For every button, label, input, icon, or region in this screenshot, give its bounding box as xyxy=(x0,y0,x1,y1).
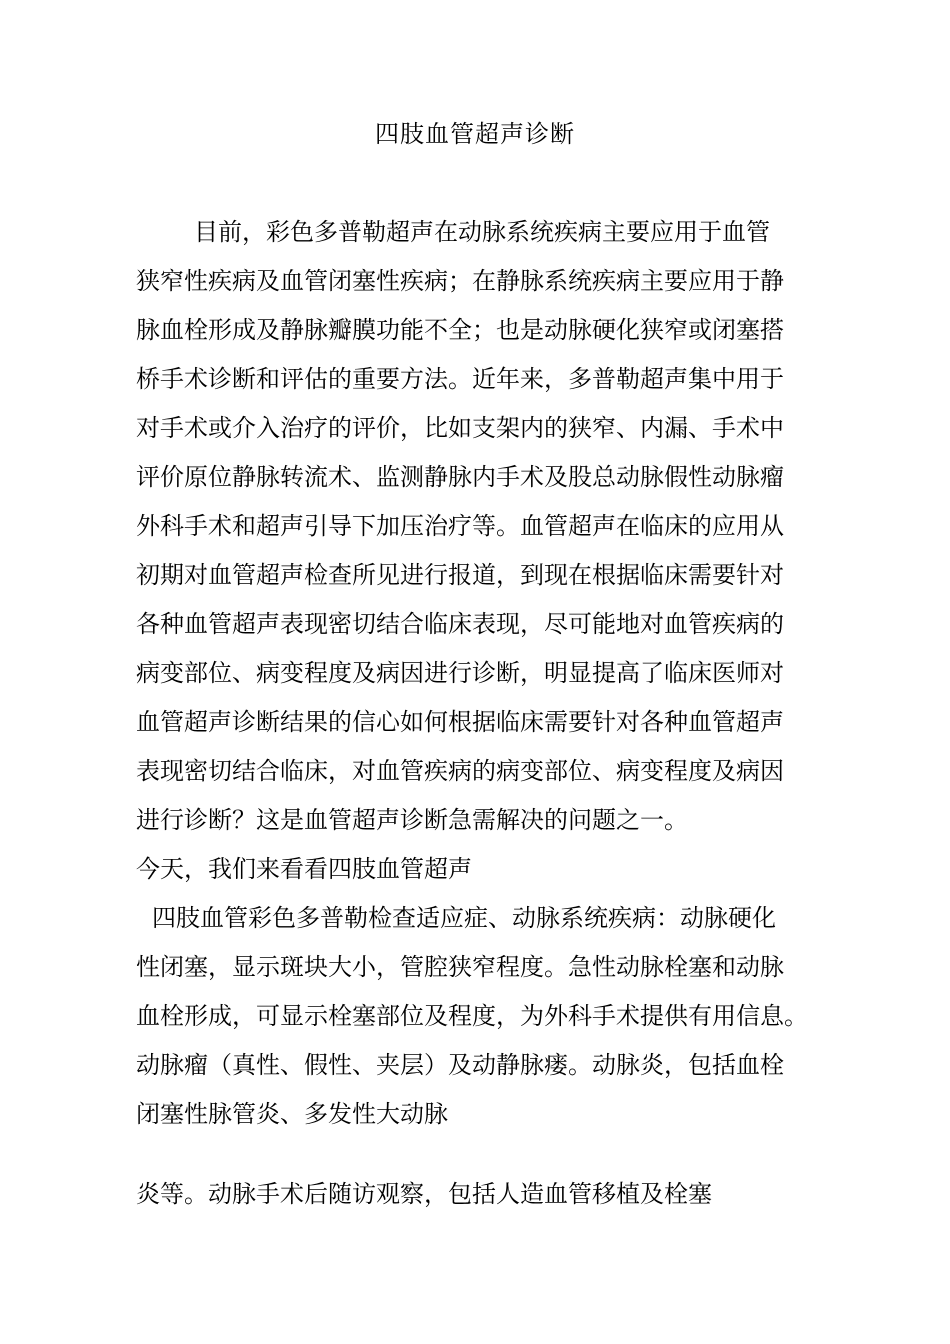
paragraph-line: 进行诊断？这是血管超声诊断急需解决的问题之一。 xyxy=(136,806,688,834)
paragraph-line: 今天，我们来看看四肢血管超声 xyxy=(136,855,472,883)
paragraph-line: 初期对血管超声检查所见进行报道，到现在根据临床需要针对 xyxy=(136,561,784,589)
paragraph-line: 外科手术和超声引导下加压治疗等。血管超声在临床的应用从 xyxy=(136,512,784,540)
paragraph-line: 狭窄性疾病及血管闭塞性疾病；在静脉系统疾病主要应用于静 xyxy=(136,267,784,295)
paragraph-line: 动脉瘤（真性、假性、夹层）及动静脉瘘。动脉炎，包括血栓 xyxy=(136,1051,784,1079)
paragraph-line: 血栓形成，可显示栓塞部位及程度，为外科手术提供有用信息。 xyxy=(136,1002,808,1030)
paragraph-line: 性闭塞，显示斑块大小，管腔狭窄程度。急性动脉栓塞和动脉 xyxy=(136,953,784,981)
paragraph-line: 病变部位、病变程度及病因进行诊断，明显提高了临床医师对 xyxy=(136,659,784,687)
paragraph-line: 表现密切结合临床，对血管疾病的病变部位、病变程度及病因 xyxy=(136,757,784,785)
paragraph-line: 对手术或介入治疗的评价，比如支架内的狭窄、内漏、手术中 xyxy=(136,414,784,442)
paragraph-line: 各种血管超声表现密切结合临床表现，尽可能地对血管疾病的 xyxy=(136,610,784,638)
paragraph-line: 目前，彩色多普勒超声在动脉系统疾病主要应用于血管 xyxy=(194,218,770,246)
document-title: 四肢血管超声诊断 xyxy=(375,120,575,148)
paragraph-line: 闭塞性脉管炎、多发性大动脉 xyxy=(136,1100,448,1128)
paragraph-line: 桥手术诊断和评估的重要方法。近年来，多普勒超声集中用于 xyxy=(136,365,784,393)
paragraph-line: 评价原位静脉转流术、监测静脉内手术及股总动脉假性动脉瘤 xyxy=(136,463,784,491)
paragraph-line: 血管超声诊断结果的信心如何根据临床需要针对各种血管超声 xyxy=(136,708,784,736)
paragraph-line: 脉血栓形成及静脉瓣膜功能不全；也是动脉硬化狭窄或闭塞搭 xyxy=(136,316,784,344)
paragraph-line: 四肢血管彩色多普勒检查适应症、动脉系统疾病：动脉硬化 xyxy=(152,904,776,932)
paragraph-line: 炎等。动脉手术后随访观察，包括人造血管移植及栓塞 xyxy=(136,1180,712,1208)
